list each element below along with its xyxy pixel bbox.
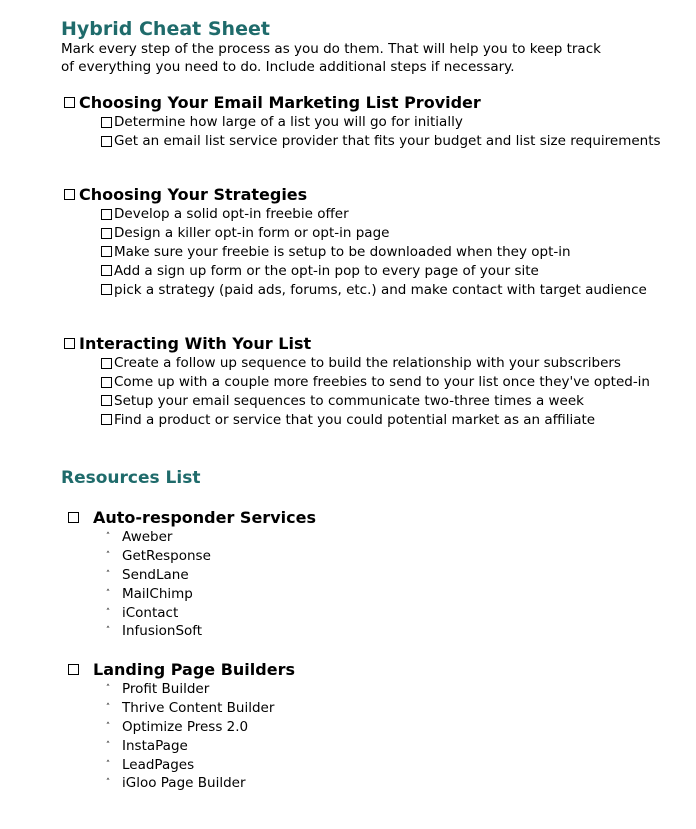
checklist-item-label: Determine how large of a list you will go for initially — [114, 114, 463, 131]
checklist-item — [101, 113, 661, 132]
bullet-arrow-icon: ˄ — [105, 740, 111, 751]
checkbox-icon[interactable] — [64, 338, 75, 349]
bullet-arrow-icon: ˄ — [105, 721, 111, 732]
section-heading — [64, 332, 650, 354]
resource-item — [102, 584, 316, 603]
bullet-arrow-icon: ˄ — [105, 703, 111, 714]
checklist-item — [101, 132, 661, 151]
checklist-item — [101, 280, 647, 299]
resource-item-label: InstaPage — [122, 737, 188, 754]
checkbox-icon[interactable] — [101, 265, 112, 276]
checkbox-icon[interactable] — [101, 136, 112, 147]
checklist-item — [101, 410, 650, 429]
checkbox-icon[interactable] — [101, 414, 112, 425]
checklist-item — [101, 261, 647, 280]
resource-item-label: MailChimp — [122, 585, 193, 602]
resource-item-label: iGloo Page Builder — [122, 775, 246, 792]
resource-item — [102, 680, 295, 699]
checklist-item-label: Make sure your freebie is setup to be downloaded when they opt-in — [114, 243, 571, 260]
section-heading-label: Choosing Your Strategies — [79, 184, 308, 204]
resource-item — [102, 547, 316, 566]
resource-list — [102, 528, 316, 641]
section-heading-label: Choosing Your Email Marketing List Provider — [79, 92, 481, 112]
checklist-item-label: Create a follow up sequence to build the relationship with your subscribers — [114, 355, 621, 372]
checkbox-icon[interactable] — [101, 228, 112, 239]
section-email-provider — [64, 91, 661, 151]
checklist-item — [101, 243, 647, 262]
checklist-item — [101, 224, 647, 243]
resource-group-heading-label: Landing Page Builders — [93, 659, 295, 679]
resource-group-heading — [68, 658, 295, 680]
bullet-arrow-icon: ˄ — [105, 607, 111, 618]
checklist-item-label: Come up with a couple more freebies to send to your list once they've opted-in — [114, 374, 650, 391]
checkbox-icon[interactable] — [64, 97, 75, 108]
intro-line: of everything you need to do. Include additional steps if necessary. — [61, 59, 515, 75]
bullet-arrow-icon: ˄ — [105, 626, 111, 637]
intro-line: Mark every step of the process as you do them. That will help you to keep track — [61, 41, 601, 57]
resource-group-heading — [68, 506, 316, 528]
resource-item-label: GetResponse — [122, 548, 211, 565]
resource-item — [102, 528, 316, 547]
section-interacting — [64, 332, 650, 429]
checkbox-icon[interactable] — [68, 664, 79, 675]
section-heading — [64, 91, 661, 113]
resource-item — [102, 566, 316, 585]
checkbox-icon[interactable] — [101, 395, 112, 406]
checklist-item-label: Develop a solid opt-in freebie offer — [114, 206, 349, 223]
resource-item-label: Profit Builder — [122, 681, 210, 698]
resource-item-label: LeadPages — [122, 756, 195, 773]
resource-item — [102, 718, 295, 737]
checkbox-icon[interactable] — [101, 246, 112, 257]
page-title: Hybrid Cheat Sheet — [61, 18, 270, 40]
bullet-arrow-icon: ˄ — [105, 588, 111, 599]
checklist — [101, 205, 647, 299]
resource-item-label: Optimize Press 2.0 — [122, 718, 249, 735]
resource-item — [102, 603, 316, 622]
bullet-arrow-icon: ˄ — [105, 778, 111, 789]
bullet-arrow-icon: ˄ — [105, 532, 111, 543]
resource-item — [102, 736, 295, 755]
checklist-item — [101, 205, 647, 224]
bullet-arrow-icon: ˄ — [105, 569, 111, 580]
resource-item — [102, 774, 295, 793]
checkbox-icon[interactable] — [101, 209, 112, 220]
intro-paragraph — [61, 40, 681, 76]
checkbox-icon[interactable] — [101, 377, 112, 388]
checkbox-icon[interactable] — [101, 284, 112, 295]
checklist-item-label: Setup your email sequences to communicate two-three times a week — [114, 392, 584, 409]
checkbox-icon[interactable] — [68, 512, 79, 523]
checklist — [101, 354, 650, 429]
resources-title: Resources List — [61, 468, 201, 488]
checklist-item-label: Add a sign up form or the opt-in pop to every page of your site — [114, 262, 539, 279]
resource-item-label: Aweber — [122, 529, 173, 546]
section-heading — [64, 183, 647, 205]
section-heading-label: Interacting With Your List — [79, 333, 312, 353]
resource-list — [102, 680, 295, 793]
bullet-arrow-icon: ˄ — [105, 551, 111, 562]
checklist-item — [101, 392, 650, 411]
resource-group-landing-pages — [68, 658, 295, 793]
resource-item-label: Thrive Content Builder — [122, 700, 275, 717]
section-strategies — [64, 183, 647, 299]
resource-group-heading-label: Auto-responder Services — [93, 507, 316, 527]
resource-item-label: iContact — [122, 604, 179, 621]
checklist-item-label: pick a strategy (paid ads, forums, etc.) and make contact with target audience — [114, 281, 647, 298]
checklist-item-label: Get an email list service provider that fits your budget and list size requirements — [114, 133, 661, 150]
checkbox-icon[interactable] — [101, 117, 112, 128]
checklist-item-label: Find a product or service that you could potential market as an affiliate — [114, 411, 596, 428]
bullet-arrow-icon: ˄ — [105, 759, 111, 770]
resource-item — [102, 622, 316, 641]
checklist — [101, 113, 661, 151]
resource-item — [102, 699, 295, 718]
resource-group-autoresponders — [68, 506, 316, 641]
resource-item-label: InfusionSoft — [122, 623, 203, 640]
resource-item — [102, 755, 295, 774]
resource-item-label: SendLane — [122, 566, 189, 583]
checklist-item-label: Design a killer opt-in form or opt-in page — [114, 225, 390, 242]
checklist-item — [101, 373, 650, 392]
checkbox-icon[interactable] — [101, 358, 112, 369]
bullet-arrow-icon: ˄ — [105, 684, 111, 695]
checkbox-icon[interactable] — [64, 189, 75, 200]
checklist-item — [101, 354, 650, 373]
